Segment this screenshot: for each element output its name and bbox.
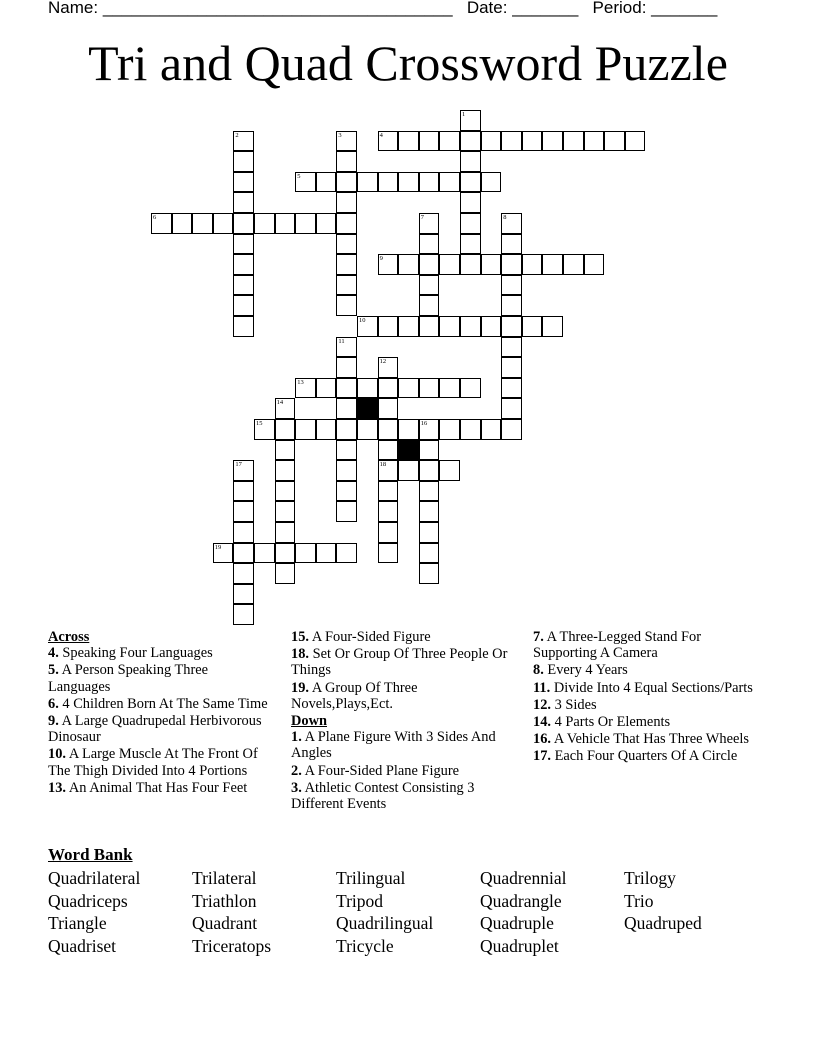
grid-cell[interactable] (378, 398, 399, 419)
grid-cell[interactable] (316, 172, 337, 193)
grid-cell[interactable] (419, 172, 440, 193)
grid-cell[interactable] (522, 316, 543, 337)
grid-cell[interactable] (275, 460, 296, 481)
grid-cell[interactable] (419, 481, 440, 502)
grid-cell[interactable] (316, 378, 337, 399)
grid-cell[interactable] (357, 378, 378, 399)
grid-cell[interactable] (172, 213, 193, 234)
grid-cell[interactable] (233, 151, 254, 172)
grid-cell[interactable] (501, 295, 522, 316)
clue-across-5: 5. A Person Speaking Three Languages (48, 662, 209, 695)
grid-cell[interactable] (460, 110, 481, 131)
word-bank-item: Trilingual (336, 868, 406, 888)
word-bank-item: Tripod (336, 890, 384, 911)
clue-number: 8 (503, 214, 507, 221)
grid-cell[interactable] (233, 131, 254, 152)
grid-cell[interactable] (501, 337, 522, 358)
name-label: Name: (48, 0, 99, 17)
grid-cell[interactable] (233, 213, 254, 234)
grid-cell[interactable] (460, 234, 481, 255)
grid-cell[interactable] (501, 316, 522, 337)
grid-cell[interactable] (357, 419, 378, 440)
grid-cell[interactable] (419, 316, 440, 337)
clue-down-17: 17. Each Four Quarters Of A Circle (533, 748, 738, 765)
grid-cell[interactable] (233, 481, 254, 502)
grid-cell[interactable] (542, 316, 563, 337)
grid-cell[interactable] (460, 172, 481, 193)
word-bank-item: Quadrilateral (48, 868, 141, 888)
clue-down-7: 7. A Three-Legged Stand For Supporting A Camera (533, 629, 702, 662)
grid-cell[interactable] (501, 398, 522, 419)
grid-cell[interactable] (398, 419, 419, 440)
grid-cell[interactable] (419, 543, 440, 564)
grid-cell[interactable] (233, 543, 254, 564)
grid-cell[interactable] (254, 543, 275, 564)
word-bank-item: Quadruped (624, 913, 702, 934)
grid-cell[interactable] (439, 131, 460, 152)
grid-cell[interactable] (192, 213, 213, 234)
grid-cell[interactable] (316, 213, 337, 234)
grid-cell[interactable] (460, 213, 481, 234)
clue-number: 11 (338, 337, 345, 345)
grid-cell[interactable] (336, 275, 357, 296)
grid-cell[interactable] (378, 481, 399, 502)
grid-cell[interactable] (378, 131, 399, 152)
grid-cell[interactable] (275, 440, 296, 461)
grid-cell[interactable] (439, 378, 460, 399)
grid-cell[interactable] (357, 172, 378, 193)
grid-cell[interactable] (460, 254, 481, 275)
grid-cell[interactable] (378, 357, 399, 378)
word-bank-item: Trilateral (192, 868, 257, 888)
clue-number: 5 (297, 172, 301, 180)
clue-number: 15 (256, 420, 263, 427)
clue-number: 4 (379, 131, 383, 139)
clue-across-18: 18. Set Or Group Of Three People Or Things (291, 646, 508, 679)
grid-cell[interactable] (501, 131, 522, 152)
clue-down-14: 14. 4 Parts Or Elements (533, 714, 671, 731)
grid-cell[interactable] (151, 213, 172, 234)
grid-cell[interactable] (316, 419, 337, 440)
clue-down-1: 1. A Plane Figure With 3 Sides And Angles (291, 729, 496, 762)
clues-column-2 (291, 629, 513, 813)
grid-cell[interactable] (275, 481, 296, 502)
grid-cell[interactable] (336, 234, 357, 255)
grid-cell[interactable] (378, 440, 399, 461)
grid-cell[interactable] (378, 460, 399, 481)
grid-cell[interactable] (481, 131, 502, 152)
grid-cell[interactable] (439, 254, 460, 275)
grid-cell[interactable] (419, 213, 440, 234)
clue-across-13: 13. An Animal That Has Four Feet (48, 779, 248, 796)
grid-cell[interactable] (419, 460, 440, 481)
grid-cell[interactable] (460, 316, 481, 337)
clue-number: 17 (235, 461, 242, 469)
clue-number: 18 (379, 461, 387, 469)
word-bank-item: Quadrennial (480, 868, 567, 888)
clue-down-11: 11. Divide Into 4 Equal Sections/Parts (533, 679, 753, 696)
word-bank-item: Quadruple (480, 913, 554, 934)
grid-cell[interactable] (336, 398, 357, 419)
grid-cell[interactable] (398, 172, 419, 193)
grid-cell[interactable] (481, 254, 502, 275)
grid-cell[interactable] (336, 460, 357, 481)
grid-cell[interactable] (254, 213, 275, 234)
clue-number: 10 (359, 317, 366, 324)
clue-number: 7 (420, 214, 425, 221)
clue-number: 13 (297, 378, 304, 386)
grid-cell[interactable] (398, 378, 419, 399)
clue-across-10: 10. A Large Muscle At The Front Of The Thigh Divided Into 4 Portions (48, 746, 258, 779)
grid-cell[interactable] (233, 584, 254, 605)
grid-cell[interactable] (233, 460, 254, 481)
grid-cell[interactable] (378, 316, 399, 337)
grid-cell[interactable] (419, 295, 440, 316)
grid-cell[interactable] (295, 213, 316, 234)
grid-cell[interactable] (419, 275, 440, 296)
grid-cell[interactable] (275, 543, 296, 564)
grid-cell[interactable] (233, 295, 254, 316)
grid-cell[interactable] (419, 254, 440, 275)
grid-cell[interactable] (481, 172, 502, 193)
clues-column-3 (533, 629, 763, 766)
clue-down-8: 8. Every 4 Years (533, 662, 628, 679)
grid-cell[interactable] (295, 419, 316, 440)
grid-cell[interactable] (378, 172, 399, 193)
word-bank-title: Word Bank (48, 845, 133, 864)
grid-cell[interactable] (233, 604, 254, 625)
grid-cell[interactable] (439, 172, 460, 193)
grid-cell[interactable] (275, 213, 296, 234)
across-heading: Across (48, 629, 90, 645)
word-bank-item: Triathlon (192, 890, 257, 911)
clue-number: 2 (235, 131, 239, 139)
word-bank-item: Quadruplet (480, 935, 559, 956)
clue-across-9: 9. A Large Quadrupedal Herbivorous Dinosaur (48, 713, 262, 746)
grid-cell[interactable] (501, 275, 522, 296)
grid-cell[interactable] (378, 522, 399, 543)
clue-down-2: 2. A Four-Sided Plane Figure (291, 762, 460, 779)
grid-cell[interactable] (336, 192, 357, 213)
grid-cell[interactable] (398, 131, 419, 152)
grid-cell[interactable] (233, 254, 254, 275)
grid-cell[interactable] (419, 440, 440, 461)
grid-cell[interactable] (233, 172, 254, 193)
grid-cell[interactable] (501, 254, 522, 275)
grid-cell[interactable] (563, 254, 584, 275)
grid-cell[interactable] (460, 131, 481, 152)
grid-cell[interactable] (460, 192, 481, 213)
grid-cell[interactable] (419, 501, 440, 522)
word-bank-item: Quadrangle (480, 890, 562, 911)
grid-cell[interactable] (316, 543, 337, 564)
grid-block (398, 440, 419, 461)
grid-cell[interactable] (378, 501, 399, 522)
grid-cell[interactable] (563, 131, 584, 152)
word-bank-item: Tricycle (336, 935, 394, 956)
grid-cell[interactable] (336, 378, 357, 399)
grid-cell[interactable] (213, 213, 234, 234)
clues-column-1 (48, 629, 270, 797)
grid-cell[interactable] (275, 563, 296, 584)
grid-cell[interactable] (439, 419, 460, 440)
grid-cell[interactable] (460, 151, 481, 172)
word-bank-item: Quadriset (48, 935, 117, 956)
page-title: Tri and Quad Crossword Puzzle (88, 35, 728, 91)
word-bank-item: Quadrant (192, 913, 258, 934)
clue-number: 9 (379, 255, 383, 263)
grid-cell[interactable] (378, 543, 399, 564)
grid-cell[interactable] (542, 131, 563, 152)
word-bank-item: Trilogy (624, 868, 676, 888)
word-bank-item: Triangle (48, 913, 107, 934)
grid-cell[interactable] (439, 316, 460, 337)
grid-cell[interactable] (275, 398, 296, 419)
clue-across-19: 19. A Group Of Three Novels,Plays,Ect. (291, 679, 418, 712)
grid-cell[interactable] (336, 295, 357, 316)
grid-cell[interactable] (336, 481, 357, 502)
date-label: Date: (466, 0, 508, 17)
grid-cell[interactable] (357, 316, 378, 337)
grid-cell[interactable] (398, 316, 419, 337)
grid-cell[interactable] (233, 316, 254, 337)
grid-cell[interactable] (233, 501, 254, 522)
grid-cell[interactable] (604, 131, 625, 152)
grid-cell[interactable] (336, 172, 357, 193)
clue-number: 12 (379, 358, 387, 366)
period-label: Period: (592, 0, 647, 17)
word-bank-item: Quadriceps (48, 890, 128, 911)
grid-cell[interactable] (625, 131, 646, 152)
grid-cell[interactable] (336, 419, 357, 440)
down-heading: Down (291, 713, 327, 730)
grid-cell[interactable] (233, 275, 254, 296)
clue-across-4: 4. Speaking Four Languages (48, 645, 213, 662)
grid-cell[interactable] (419, 522, 440, 543)
grid-cell[interactable] (336, 151, 357, 172)
grid-cell[interactable] (295, 172, 316, 193)
clue-down-16: 16. A Vehicle That Has Three Wheels (533, 731, 749, 748)
grid-cell[interactable] (336, 357, 357, 378)
grid-cell[interactable] (336, 131, 357, 152)
grid-cell[interactable] (378, 254, 399, 275)
grid-cell[interactable] (419, 131, 440, 152)
grid-cell[interactable] (336, 501, 357, 522)
grid-cell[interactable] (336, 337, 357, 358)
grid-cell[interactable] (213, 543, 234, 564)
clue-across-6: 6. 4 Children Born At The Same Time (48, 695, 268, 712)
grid-cell[interactable] (501, 419, 522, 440)
grid-cell[interactable] (233, 192, 254, 213)
clue-number: 16 (420, 420, 428, 427)
grid-cell[interactable] (419, 563, 440, 584)
name-blank[interactable]: _____________________________________ (102, 0, 453, 17)
date-blank[interactable]: _______ (512, 0, 579, 17)
clue-number: 6 (153, 214, 157, 221)
grid-cell[interactable] (233, 563, 254, 584)
grid-cell[interactable] (378, 419, 399, 440)
grid-cell[interactable] (501, 357, 522, 378)
clue-down-3: 3. Athletic Contest Consisting 3 Different Events (291, 779, 475, 813)
grid-cell[interactable] (419, 378, 440, 399)
grid-cell[interactable] (501, 234, 522, 255)
grid-cell[interactable] (584, 254, 605, 275)
clue-number: 19 (214, 543, 222, 551)
grid-cell[interactable] (522, 254, 543, 275)
grid-cell[interactable] (336, 213, 357, 234)
grid-cell[interactable] (460, 419, 481, 440)
grid-cell[interactable] (295, 378, 316, 399)
word-bank-item: Trio (624, 890, 654, 911)
grid-cell[interactable] (336, 543, 357, 564)
clue-number: 3 (338, 131, 342, 139)
grid-cell[interactable] (501, 213, 522, 234)
grid-cell[interactable] (378, 378, 399, 399)
grid-block (357, 398, 378, 419)
grid-cell[interactable] (398, 460, 419, 481)
grid-cell[interactable] (439, 460, 460, 481)
grid-cell[interactable] (398, 254, 419, 275)
grid-cell[interactable] (233, 234, 254, 255)
grid-cell[interactable] (460, 378, 481, 399)
grid-cell[interactable] (542, 254, 563, 275)
grid-cell[interactable] (336, 254, 357, 275)
grid-cell[interactable] (481, 316, 502, 337)
grid-cell[interactable] (481, 419, 502, 440)
grid-cell[interactable] (275, 419, 296, 440)
word-bank-item: Quadrilingual (336, 913, 434, 934)
grid-cell[interactable] (275, 522, 296, 543)
grid-cell[interactable] (254, 419, 275, 440)
grid-cell[interactable] (419, 419, 440, 440)
clue-number: 1 (462, 111, 466, 118)
period-blank[interactable]: _______ (651, 0, 718, 17)
grid-cell[interactable] (295, 543, 316, 564)
grid-cell[interactable] (419, 234, 440, 255)
clue-across-15: 15. A Four-Sided Figure (291, 629, 431, 645)
grid-cell[interactable] (522, 131, 543, 152)
grid-cell[interactable] (336, 440, 357, 461)
grid-cell[interactable] (233, 522, 254, 543)
grid-cell[interactable] (584, 131, 605, 152)
clue-number: 14 (276, 399, 284, 407)
word-bank-item: Triceratops (192, 935, 272, 956)
grid-cell[interactable] (275, 501, 296, 522)
grid-cell[interactable] (501, 378, 522, 399)
clue-down-12: 12. 3 Sides (533, 696, 597, 713)
